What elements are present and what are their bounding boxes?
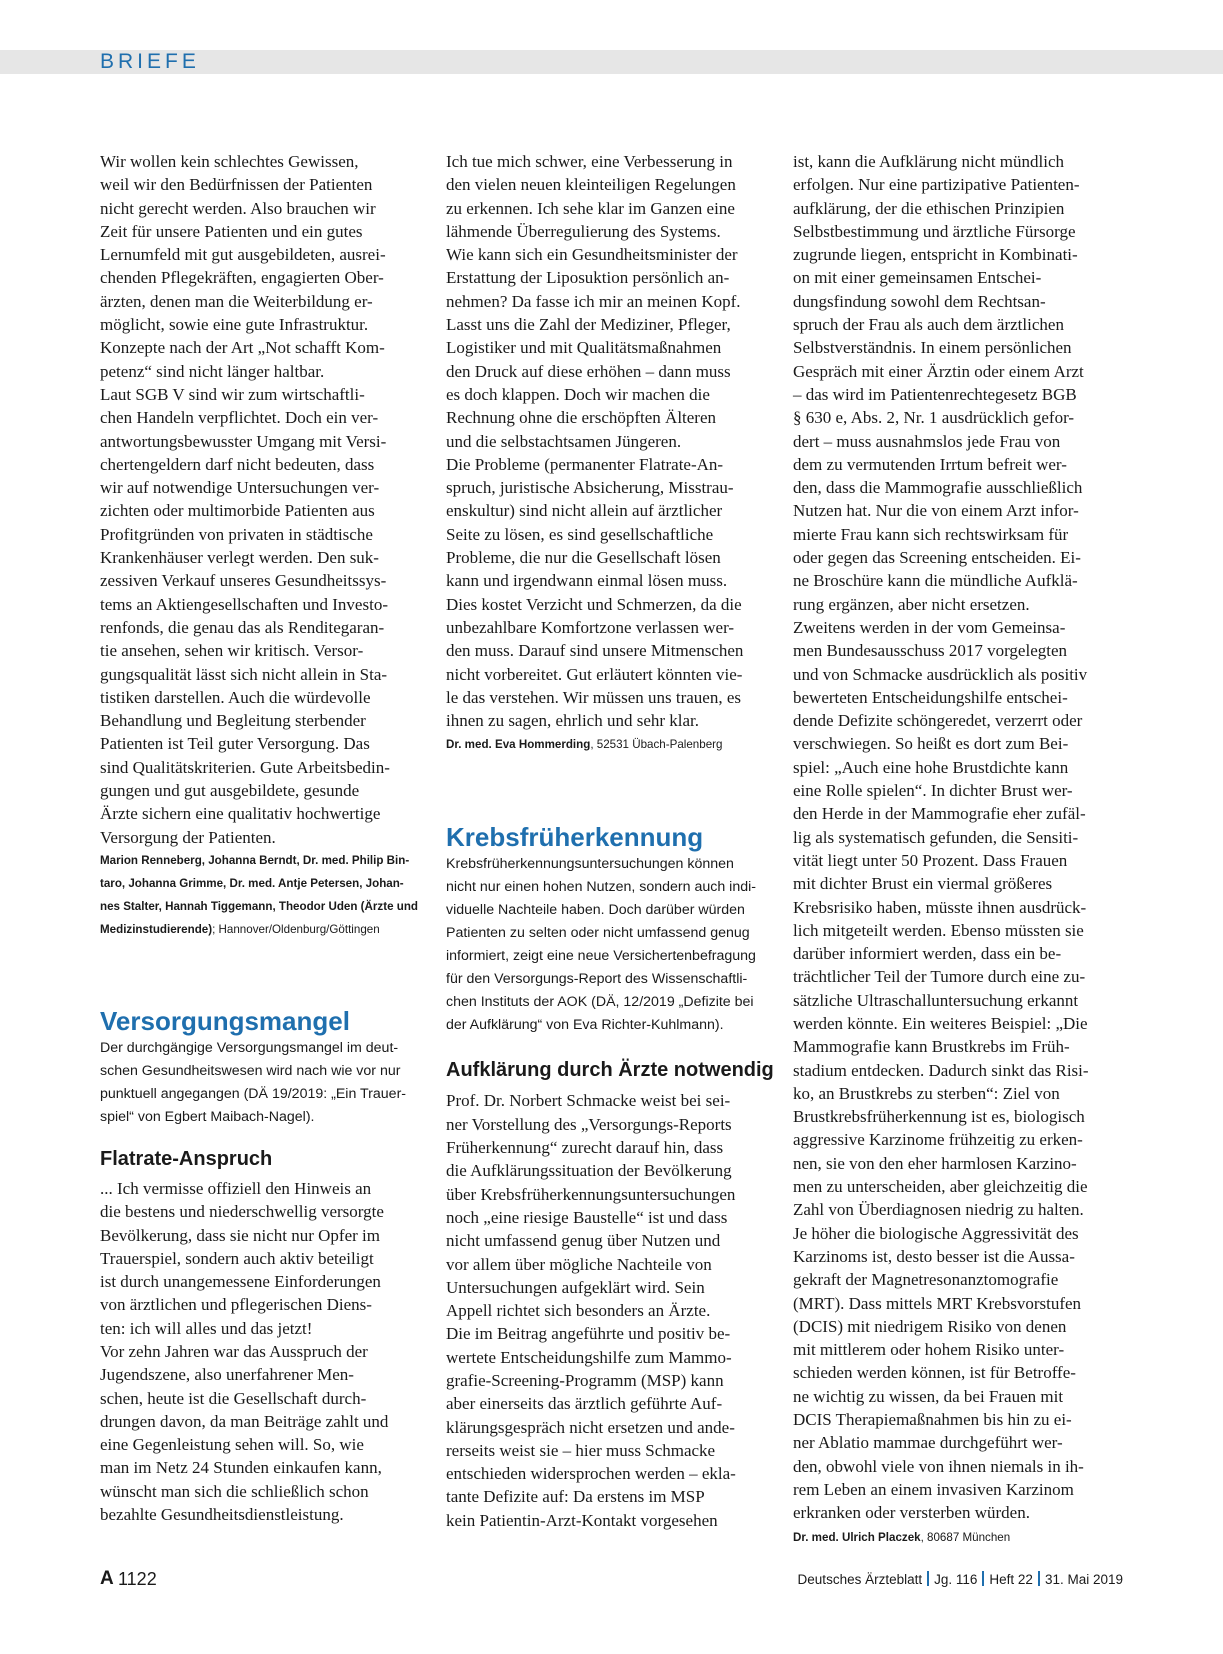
text-line: – das wird im Patientenrechtegesetz BGB	[793, 384, 1077, 404]
text-line: dende Defizite schöngeredet, verzerrt oder	[793, 711, 1083, 731]
text-line: mierte Frau kann sich rechtswirksam für	[793, 524, 1069, 544]
topic-reference	[446, 853, 776, 1037]
text-line: Krebsrisiko haben, müsste ihnen ausdrück-	[793, 897, 1087, 917]
section-label: BRIEFE	[100, 50, 200, 73]
text-line: wir auf notwendige Untersuchungen ver-	[100, 478, 380, 498]
page-letter: A	[100, 1568, 114, 1589]
text-line: chen Handeln verpflichtet. Doch ein ver-	[100, 408, 379, 428]
text-line: unbezahlbare Komfortzone verlassen wer-	[446, 617, 735, 637]
letter-signature	[446, 734, 776, 756]
text-line: rerseits weist sie – hier muss Schmacke	[446, 1440, 716, 1460]
text-line: viduelle Nachteile haben. Doch darüber würden	[446, 902, 745, 919]
text-line: nicht umfassend genug über Nutzen und	[446, 1231, 721, 1251]
text-line: DCIS Therapiemaßnahmen bis hin zu ei-	[793, 1410, 1072, 1430]
text-line: ist durch unangemessene Einforderungen	[100, 1272, 381, 1292]
text-line: antwortungsbewusster Umgang mit Versi-	[100, 431, 387, 451]
text-line: Patienten zu selten oder nicht umfassend genug	[446, 925, 750, 942]
text-line: mit dichter Brust ein viermal größeres	[793, 874, 1053, 894]
text-line: Konzepte nach der Art „Not schafft Kom-	[100, 338, 385, 358]
journal-name: Deutsches Ärzteblatt	[797, 1572, 923, 1587]
text-line: ... Ich vermisse offiziell den Hinweis an	[100, 1178, 372, 1198]
text-line: tante Defizite auf: Da erstens im MSP	[446, 1487, 705, 1507]
text-line: Die Probleme (permanenter Flatrate-An-	[446, 454, 724, 474]
text-line: tie ansehen, sehen wir kritisch. Versor-	[100, 641, 364, 661]
letter-body	[100, 1177, 430, 1526]
text-line: tistiken darstellen. Auch die würdevolle	[100, 687, 371, 707]
signature-location: ; Hannover/Oldenburg/Göttingen	[212, 922, 380, 936]
text-line: oder gegen das Screening entscheiden. Ei-	[793, 548, 1081, 568]
text-line: le das verstehen. Wir müssen uns trauen, es	[446, 687, 742, 707]
text-line: Lernumfeld mit gut ausgebildeten, ausrei-	[100, 245, 386, 265]
text-line: Krankenhäuser verlegt werden. Den suk-	[100, 548, 379, 568]
text-line: men Bundesausschuss 2017 vorgelegten	[793, 641, 1068, 661]
text-line: lig als systematisch gefunden, die Sensiti-	[793, 827, 1079, 847]
text-line: weil wir den Bedürfnissen der Patienten	[100, 175, 373, 195]
text-line: möglicht, sowie eine gute Infrastruktur.	[100, 315, 369, 335]
journal-info	[798, 1571, 1123, 1587]
text-line: Untersuchungen aufgeklärt wird. Sein	[446, 1277, 705, 1297]
text-line: Ich tue mich schwer, eine Verbesserung in	[446, 152, 733, 171]
text-line: Selbstverständnis. In einem persönlichen	[793, 338, 1072, 358]
text-line: verschwiegen. So heißt es dort zum Bei-	[793, 734, 1069, 754]
signature-name: Dr. med. Eva Hommerding	[446, 738, 591, 752]
text-line: Früherkennung“ zurecht darauf hin, dass	[446, 1138, 724, 1158]
text-line: Je höher die biologische Aggressivität des	[793, 1223, 1079, 1243]
text-line: spruch, juristische Absicherung, Misstrau-	[446, 478, 734, 498]
text-line: grafie-Screening-Programm (MSP) kann	[446, 1370, 724, 1390]
letter-signature	[100, 849, 430, 941]
letter-body	[793, 150, 1123, 1525]
text-line: ko, an Brustkrebs zu sterben“: Ziel von	[793, 1083, 1060, 1103]
text-line: Prof. Dr. Norbert Schmacke weist bei sei-	[446, 1091, 731, 1111]
letter-signature	[793, 1527, 1123, 1549]
text-line: Mammografie kann Brustkrebs im Früh-	[793, 1037, 1070, 1057]
text-line: lähmende Überregulierung des Systems.	[446, 221, 721, 241]
text-line: (MRT). Dass mittels MRT Krebsvorstufen	[793, 1293, 1082, 1313]
column-2	[446, 150, 776, 1532]
text-line: Zahl von Überdiagnosen niedrig zu halten.	[793, 1200, 1084, 1220]
text-line: nehmen? Da fasse ich mir an meinen Kopf.	[446, 291, 741, 311]
page-number: 1122	[118, 1569, 157, 1589]
page-footer	[100, 1568, 1123, 1592]
text-line: spiel“ von Egbert Maibach-Nagel).	[100, 1108, 315, 1125]
text-line: entschieden widersprochen werden – ekla-	[446, 1464, 736, 1484]
text-line: Vor zehn Jahren war das Ausspruch der	[100, 1341, 368, 1361]
text-line: Wie kann sich ein Gesundheitsminister der	[446, 245, 738, 265]
text-line: Patienten ist Teil guter Versorgung. Das	[100, 734, 370, 754]
text-line: stadium entdecken. Dadurch sinkt das Risi-	[793, 1060, 1089, 1080]
text-line: Selbstbestimmung und ärztliche Fürsorge	[793, 221, 1076, 241]
text-line: wertete Entscheidungshilfe zum Mammo-	[446, 1347, 732, 1367]
text-line: schen Gesundheitswesen wird nach wie vor nur	[100, 1062, 401, 1079]
text-line: Rechnung ohne die erschöpften Älteren	[446, 408, 717, 428]
text-line: rung ergänzen, aber nicht ersetzen.	[793, 594, 1030, 614]
text-line: nicht nur einen hohen Nutzen, sondern auch indi-	[446, 879, 756, 896]
text-line: Versorgung der Patienten.	[100, 827, 276, 847]
text-line: die bestens und niederschwellig versorgte	[100, 1202, 384, 1222]
text-line: renfonds, die genau das als Renditegaran-	[100, 617, 385, 637]
text-line: nen, sie von den eher harmlosen Karzino-	[793, 1153, 1077, 1173]
text-line: ner Vorstellung des „Versorgungs-Reports	[446, 1114, 732, 1134]
text-line: Nutzen hat. Nur die von einem Arzt infor-	[793, 501, 1079, 521]
text-line: § 630 e, Abs. 2, Nr. 1 ausdrücklich gefor-	[793, 408, 1075, 428]
text-line: Wir wollen kein schlechtes Gewissen,	[100, 152, 359, 171]
journal-date: 31. Mai 2019	[1044, 1572, 1123, 1587]
text-line: Trauerspiel, sondern auch aktiv beteiligt	[100, 1248, 374, 1268]
text-line: Laut SGB V sind wir zum wirtschaftli-	[100, 384, 365, 404]
separator	[927, 1571, 929, 1586]
signature-line	[100, 895, 430, 918]
signature-name: Dr. med. Ulrich Placzek	[793, 1530, 921, 1544]
column-1	[100, 150, 430, 1526]
text-line: schen, heute ist die Gesellschaft durch-	[100, 1388, 367, 1408]
text-line: ihnen zu sagen, ehrlich und sehr klar.	[446, 711, 700, 731]
text-line: Probleme, die nur die Gesellschaft lösen	[446, 548, 721, 568]
text-line: nicht vorbereitet. Gut erläutert könnten vie-	[446, 664, 743, 684]
text-line: sätzliche Ultraschalluntersuchung erkannt	[793, 990, 1079, 1010]
letter-body	[446, 150, 776, 732]
text-line: eine Gegenleistung sehen will. So, wie	[100, 1435, 364, 1455]
text-line: bewerteten Entscheidungshilfe entschei-	[793, 687, 1068, 707]
text-line: Der durchgängige Versorgungsmangel im deut-	[100, 1039, 399, 1056]
text-line: Behandlung und Begleitung sterbender	[100, 711, 366, 731]
text-line: spruch der Frau als auch dem ärztlichen	[793, 315, 1064, 335]
signature-line	[100, 872, 430, 895]
text-line: men zu unterscheiden, aber gleichzeitig die	[793, 1177, 1088, 1197]
text-line: bezahlte Gesundheitsdienstleistung.	[100, 1505, 344, 1525]
text-line: noch „eine riesige Baustelle“ ist und dass	[446, 1207, 728, 1227]
text-line: Ärzte sichern eine qualitativ hochwertige	[100, 804, 381, 824]
text-line: petenz“ sind nicht länger haltbar.	[100, 361, 325, 381]
text-line: Lasst uns die Zahl der Mediziner, Pfleger,	[446, 315, 731, 335]
topic-title: Krebsfrüherkennung	[446, 822, 704, 853]
text-line: chenden Pflegekräften, engagierten Ober-	[100, 268, 384, 288]
text-line: ärzten, denen man die Weiterbildung er-	[100, 291, 373, 311]
signature-names: taro, Johanna Grimme, Dr. med. Antje Petersen, Johan-	[100, 876, 404, 890]
text-line: kann und irgendwann einmal lösen muss.	[446, 571, 728, 591]
text-line: lich mitgeteilt werden. Ebenso müssten sie	[793, 920, 1084, 940]
text-line: ist, kann die Aufklärung nicht mündlich	[793, 152, 1065, 171]
text-line: Jugendszene, also unerfahrener Men-	[100, 1365, 354, 1385]
text-line: und von Schmacke ausdrücklich als positiv	[793, 664, 1088, 684]
text-line: zessiven Verkauf unseres Gesundheitssys-	[100, 571, 387, 591]
text-line: ner Ablatio mammae durchgeführt wer-	[793, 1433, 1063, 1453]
text-line: darüber informiert werden, dass ein be-	[793, 944, 1062, 964]
text-line: wünscht man sich die schließlich schon	[100, 1481, 369, 1501]
text-line: drungen davon, da man Beiträge zahlt und	[100, 1411, 389, 1431]
signature-location: , 52531 Übach-Palenberg	[590, 738, 723, 752]
text-line: tems an Aktiengesellschaften und Investo-	[100, 594, 388, 614]
journal-issue: Heft 22	[989, 1572, 1033, 1587]
text-line: Karzinoms ist, desto besser ist die Aussa-	[793, 1246, 1075, 1266]
text-line: aufklärung, der die ethischen Prinzipien	[793, 198, 1065, 218]
text-line: zugrunde liegen, entspricht in Kombinati-	[793, 245, 1078, 265]
signature-names: nes Stalter, Hannah Tiggemann, Theodor Uden (Ärzte und	[100, 899, 419, 913]
text-line: erfolgen. Nur eine partizipative Patienten-	[793, 175, 1080, 195]
signature-line	[100, 918, 430, 941]
text-line: Profitgründen von privaten in städtische	[100, 524, 373, 544]
text-line: rem Leben an einem invasiven Karzinom	[793, 1479, 1074, 1499]
signature-names: Marion Renneberg, Johanna Berndt, Dr. med. Philip Bin-	[100, 853, 410, 867]
text-line: kein Patientin-Arzt-Kontakt vorgesehen	[446, 1510, 718, 1530]
text-line: werden könnte. Ein weiteres Beispiel: „Die	[793, 1013, 1088, 1033]
text-line: nicht gerecht werden. Also brauchen wir	[100, 198, 376, 218]
separator	[982, 1571, 984, 1586]
letter-body	[446, 1089, 776, 1532]
text-line: punktuell angegangen (DÄ 19/2019: „Ein Trauer-	[100, 1085, 407, 1102]
text-line: zichten oder multimorbide Patienten aus	[100, 501, 375, 521]
text-line: zu erkennen. Ich sehe klar im Ganzen eine	[446, 198, 735, 218]
text-line: trächtlicher Teil der Tumore durch eine zu-	[793, 967, 1086, 987]
text-line: Krebsfrüherkennungsuntersuchungen können	[446, 856, 734, 873]
text-line: die Aufklärungssituation der Bevölkerung	[446, 1161, 732, 1181]
text-line: Zweitens werden in der vom Gemeinsa-	[793, 617, 1066, 637]
text-line: aber einerseits das ärztlich geführte Auf-	[446, 1394, 723, 1414]
text-line: dem zu vermutenden Irrtum befreit wer-	[793, 454, 1067, 474]
text-line: klärungsgespräch nicht ersetzen und ande-	[446, 1417, 735, 1437]
text-line: spiel: „Auch eine hohe Brustdichte kann	[793, 757, 1069, 777]
separator	[1038, 1571, 1040, 1586]
text-line: Zeit für unsere Patienten und ein gutes	[100, 221, 363, 241]
text-line: Seite zu lösen, es sind gesellschaftliche	[446, 524, 714, 544]
topic-reference	[100, 1037, 430, 1129]
text-line: von ärztlichen und pflegerischen Diens-	[100, 1295, 372, 1315]
letter-title: Aufklärung durch Ärzte notwendig	[446, 1059, 774, 1082]
text-line: eine Rolle spielen“. In dichter Brust wer-	[793, 781, 1073, 801]
journal-volume: Jg. 116	[934, 1572, 978, 1587]
text-line: schieden werden können, ist für Betroffe-	[793, 1363, 1076, 1383]
text-line: es doch klappen. Doch wir machen die	[446, 384, 710, 404]
text-line: Brustkrebsfrüherkennung ist es, biologisch	[793, 1107, 1085, 1127]
text-line: Appell richtet sich besonders an Ärzte.	[446, 1301, 711, 1321]
text-line: gungsqualität lässt sich nicht allein in Sta-	[100, 664, 388, 684]
text-line: ten: ich will alles und das jetzt!	[100, 1318, 313, 1338]
text-line: über Krebsfrüherkennungsuntersuchungen	[446, 1184, 736, 1204]
text-line: vität liegt unter 50 Prozent. Dass Frauen	[793, 850, 1068, 870]
letter-body	[100, 150, 430, 849]
text-line: Logistiker und mit Qualitätsmaßnahmen	[446, 338, 722, 358]
text-line: Gespräch mit einer Ärztin oder einem Arzt	[793, 361, 1084, 381]
text-line: vor allem über mögliche Nachteile von	[446, 1254, 712, 1274]
text-line: informiert, zeigt eine neue Versichertenbefragung	[446, 948, 756, 965]
text-line: gekraft der Magnetresonanztomografie	[793, 1270, 1059, 1290]
text-line: den Herde in der Mammografie eher zufäl-	[793, 804, 1086, 824]
topic-title: Versorgungsmangel	[100, 1005, 350, 1036]
text-line: für den Versorgungs-Report des Wissenschaftli-	[446, 971, 748, 988]
text-line: enskultur) sind nicht allein auf ärztlicher	[446, 501, 723, 521]
column-3	[793, 150, 1123, 1549]
text-line: Die im Beitrag angeführte und positiv be-	[446, 1324, 731, 1344]
text-line: den vielen neuen kleinteiligen Regelungen	[446, 175, 736, 195]
text-line: chen Instituts der AOK (DÄ, 12/2019 „Defizite bei	[446, 994, 754, 1011]
text-line: ne wichtig zu wissen, da bei Frauen mit	[793, 1386, 1064, 1406]
text-line: dungsfindung sowohl dem Rechtsan-	[793, 291, 1046, 311]
text-line: erkranken oder versterben würden.	[793, 1503, 1030, 1523]
text-line: und die selbstachtsamen Jüngeren.	[446, 431, 682, 451]
text-line: aggressive Karzinome frühzeitig zu erken-	[793, 1130, 1083, 1150]
text-line: gungen und gut ausgebildete, gesunde	[100, 781, 360, 801]
text-line: den, dass die Mammografie ausschließlich	[793, 478, 1083, 498]
text-line: man im Netz 24 Stunden einkaufen kann,	[100, 1458, 382, 1478]
text-line: ne Broschüre kann die mündliche Aufklä-	[793, 571, 1078, 591]
text-line: Erstattung der Liposuktion persönlich an-	[446, 268, 730, 288]
text-line: dert – muss ausnahmslos jede Frau von	[793, 431, 1061, 451]
text-line: Bevölkerung, dass sie nicht nur Opfer im	[100, 1225, 380, 1245]
text-line: der Aufklärung“ von Eva Richter-Kuhlmann).	[446, 1017, 724, 1034]
text-line: den, obwohl viele von ihnen niemals in ih-	[793, 1456, 1084, 1476]
signature-names: Medizinstudierende)	[100, 922, 213, 936]
text-line: chertengeldern darf nicht bedeuten, dass	[100, 454, 375, 474]
text-line: den Druck auf diese erhöhen – dann muss	[446, 361, 731, 381]
text-line: den muss. Darauf sind unsere Mitmenschen	[446, 641, 744, 661]
signature-line	[100, 849, 430, 872]
text-line: mit mittlerem oder hohem Risiko unter-	[793, 1340, 1065, 1360]
letter-title: Flatrate-Anspruch	[100, 1147, 273, 1170]
signature-location: , 80687 München	[920, 1530, 1011, 1544]
text-line: (DCIS) mit niedrigem Risiko von denen	[793, 1316, 1067, 1336]
text-line: Dies kostet Verzicht und Schmerzen, da die	[446, 594, 742, 614]
text-line: sind Qualitätskriterien. Gute Arbeitsbedin-	[100, 757, 390, 777]
text-line: on mit einer gemeinsamen Entschei-	[793, 268, 1042, 288]
